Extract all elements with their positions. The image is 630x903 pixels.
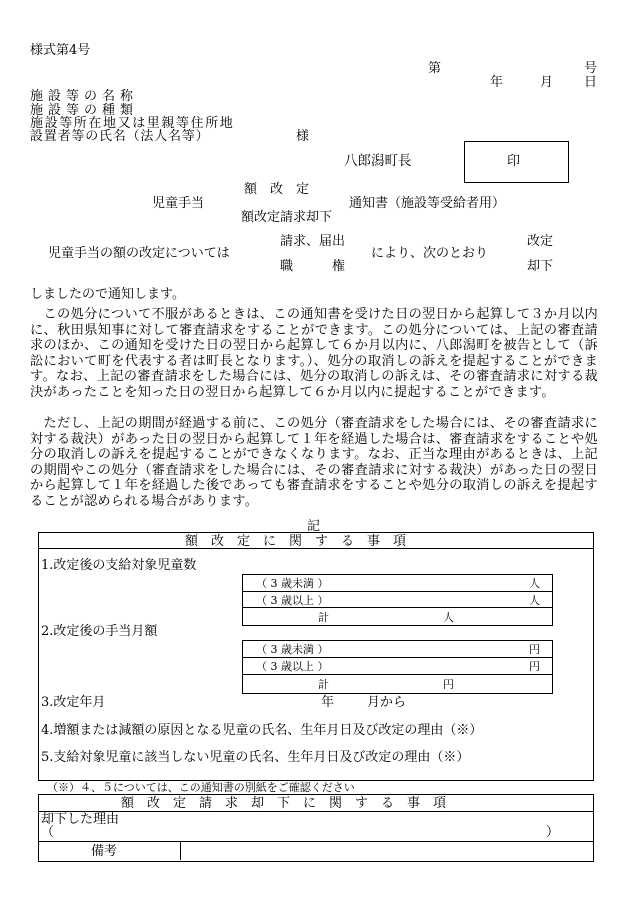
ki-mark: 記 (307, 519, 321, 534)
facility-address-label: 施設等所在地又は里親等住所地 (30, 116, 235, 131)
rejection-remarks-divider (38, 841, 593, 842)
date-day-label: 日 (584, 75, 598, 90)
revision-note: （※）４、５については、この通知書の別紙をご確認ください (47, 781, 355, 794)
rejection-reason-label: 却下した理由 (41, 812, 120, 827)
item1-over3-unit: 人 (529, 594, 540, 607)
item4-label: 4.増額または減額の原因となる児童の氏名、生年月日及び改定の理由（※） (41, 723, 483, 738)
title-line-1: 額 改 定 (244, 182, 310, 197)
item2-total: 計 (318, 678, 329, 691)
item1-total-unit: 人 (443, 611, 454, 624)
form-number: 様式第4号 (30, 43, 91, 58)
appeal-paragraph-2: ただし、上記の期間が経過する前に、この処分（審査請求をした場合には、その審査請求に対する裁決）があった日の翌日から起算して１年を経過した場合は、審査請求をすることや処分の取消しの訴えを提起することができなくなります。なお、正当な理由があるときは、上記の期間やこの処分（審査請求をした場合には、その審査請求に対する裁決）があった日の翌日から起算して１年を経過した後であっても審査請求をすることや処分の取消しの訴えを提起することが認められる場合があります。 (30, 416, 598, 509)
item2-under3-unit: 円 (529, 643, 540, 656)
rejection-header-divider (38, 811, 593, 812)
document-number-suffix: 号 (584, 61, 598, 76)
item3-year: 年 (321, 695, 335, 710)
result-rejection: 却下 (527, 259, 554, 274)
result-revision: 改定 (527, 234, 554, 249)
item1-over3: （ 3 歳以上 ） (256, 594, 329, 607)
sentence-end: しましたので通知します。 (30, 287, 185, 302)
document-number-prefix: 第 (428, 61, 442, 76)
title-suffix: 通知書（施設等受給者用） (349, 196, 506, 211)
date-month-label: 月 (540, 75, 554, 90)
item2-divider-2 (242, 674, 552, 675)
title-line-3: 額改定請求却下 (241, 210, 333, 225)
item1-divider-2 (242, 607, 552, 608)
sentence-lead: 児童手当の額の改定については (48, 246, 230, 261)
date-year-label: 年 (490, 75, 504, 90)
facility-type-label: 施設等の種類 (30, 103, 139, 118)
item1-label: 1.改定後の支給対象児童数 (41, 558, 197, 573)
item2-divider-1 (242, 657, 552, 658)
item1-under3: （ 3 歳未満 ） (256, 577, 329, 590)
title-prefix: 児童手当 (152, 196, 205, 211)
option-request: 請求、届出 (280, 234, 346, 249)
item1-under3-unit: 人 (529, 577, 540, 590)
appeal-paragraph-1: この処分について不服があるときは、この通知書を受けた日の翌日から起算して３か月以内に、秋田県知事に対して審査請求をすることができます。この処分については、上記の審査請求のほか、この通知を受けた日の翌日から起算して６か月以内に、八郎潟町を被告として（訴訟において町を代表する者は町長となります。）、処分の取消しの訴えを提起することができます。なお、上記の審査請求をした場合には、処分の取消しの訴えは、その審査請求に対する裁決があったことを知った日の翌日から起算して６か月以内に提起することができます。 (30, 307, 598, 400)
item2-over3: （ 3 歳以上 ） (256, 660, 329, 673)
item5-label: 5.支給対象児童に該当しない児童の氏名、生年月日及び改定の理由（※） (41, 750, 470, 765)
item1-divider-1 (242, 591, 552, 592)
item3-month: 月から (367, 695, 407, 710)
option-authority: 職 権 (280, 259, 346, 274)
item2-under3: （ 3 歳未満 ） (256, 643, 329, 656)
sentence-middle: により、次のとおり (371, 246, 489, 261)
item2-total-unit: 円 (443, 678, 454, 691)
revision-table-header: 額 改 定 に 関 す る 事 項 (185, 534, 407, 549)
remarks-column-divider (180, 841, 181, 860)
issuer-title: 八郎潟町長 (344, 153, 412, 169)
reason-close-paren: ） (546, 825, 560, 840)
rejection-table-header: 額 改 定 請 求 却 下 に 関 す る 事 項 (121, 796, 447, 811)
remarks-label: 備考 (91, 844, 118, 859)
item3-label: 3.改定年月 (41, 695, 106, 710)
honorific: 様 (296, 129, 310, 144)
facility-name-label: 施設等の名称 (30, 89, 139, 104)
item2-over3-unit: 円 (529, 660, 540, 673)
reason-open-paren: （ (41, 825, 55, 840)
seal-mark: 印 (507, 154, 521, 169)
operator-name-label: 設置者等の氏名（法人名等） (30, 129, 210, 144)
item2-label: 2.改定後の手当月額 (41, 624, 158, 639)
item1-total: 計 (318, 611, 329, 624)
